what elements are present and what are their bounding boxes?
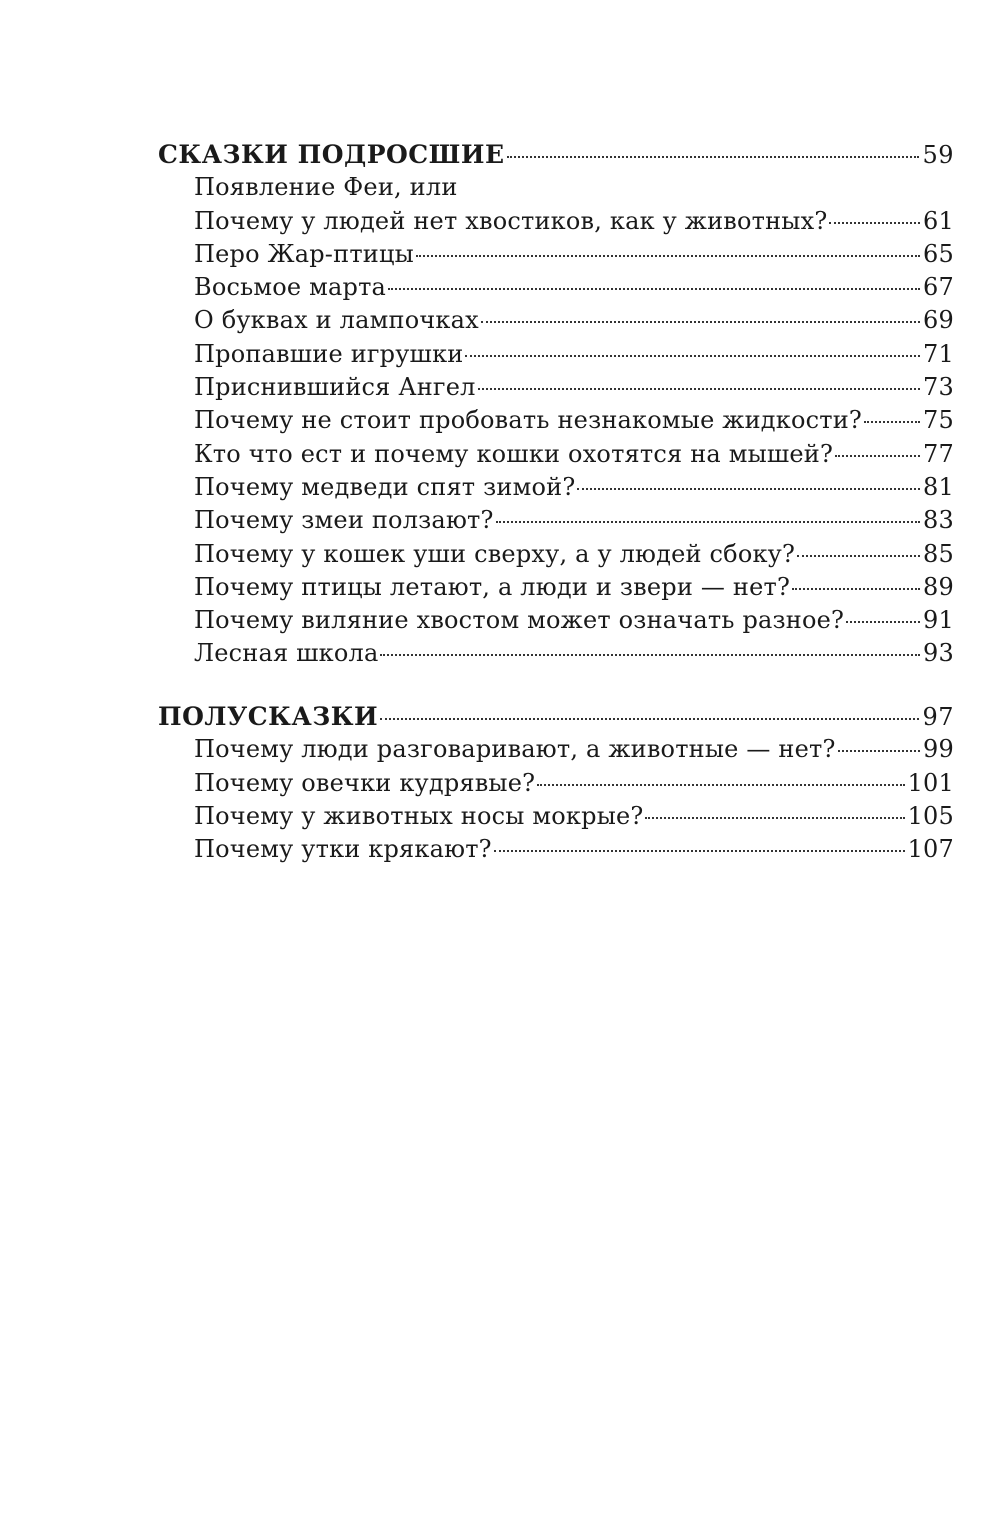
toc-entry-title: Восьмое марта <box>194 273 387 302</box>
toc-entry-title: Почему птицы летают, а люди и звери — нет? <box>194 572 791 601</box>
dot-leader <box>537 784 904 786</box>
toc-entry <box>158 733 954 766</box>
toc-entry <box>158 833 954 866</box>
dot-leader <box>494 850 905 852</box>
toc-entry <box>158 304 954 337</box>
toc-entry <box>158 338 954 371</box>
toc-entry <box>158 767 954 800</box>
toc-heading-title: СКАЗКИ ПОДРОСШИЕ <box>158 140 505 169</box>
toc-entry-page: 99 <box>923 735 954 764</box>
toc-entry-page: 93 <box>923 639 954 668</box>
toc-entry-title: Перо Жар-птицы <box>194 239 414 268</box>
toc-entry-title: Почему овечки кудрявые? <box>194 768 536 797</box>
dot-leader <box>835 455 920 457</box>
dot-leader <box>792 588 920 590</box>
toc-entry-continued-line <box>158 171 954 204</box>
toc-section-skazki-podrosshie <box>158 138 954 671</box>
dot-leader <box>481 321 920 323</box>
toc-entry-page: 107 <box>907 835 954 864</box>
toc-entry-title: Почему у кошек уши сверху, а у людей сбоку? <box>194 539 796 568</box>
dot-leader <box>388 288 920 290</box>
toc-entry-title: Почему медведи спят зимой? <box>194 472 576 501</box>
toc-entry-title: Пропавшие игрушки <box>194 339 464 368</box>
toc-entry-title: Лесная школа <box>194 639 379 668</box>
toc-entry <box>158 637 954 670</box>
dot-leader <box>838 750 920 752</box>
toc-entry <box>158 371 954 404</box>
dot-leader <box>864 421 920 423</box>
dot-leader <box>465 355 920 357</box>
toc-entry-page: 77 <box>923 439 954 468</box>
toc-entry <box>158 238 954 271</box>
dot-leader <box>797 555 920 557</box>
toc-entry <box>158 604 954 637</box>
toc-entry-page: 101 <box>907 768 954 797</box>
toc-entry-page: 89 <box>923 572 954 601</box>
dot-leader <box>829 222 920 224</box>
toc-entry-title: Почему змеи ползают? <box>194 506 494 535</box>
dot-leader <box>507 156 920 158</box>
toc-heading-title: ПОЛУСКАЗКИ <box>158 702 379 731</box>
toc-entry-title: Появление Феи, или <box>194 173 458 202</box>
dot-leader <box>478 388 921 390</box>
toc-entry <box>158 538 954 571</box>
toc-entry <box>158 404 954 437</box>
toc-heading-page: 97 <box>922 703 954 731</box>
toc-entry <box>158 205 954 238</box>
toc-entry <box>158 571 954 604</box>
toc-entry-page: 71 <box>923 339 954 368</box>
toc-entry-title: Почему не стоит пробовать незнакомые жидкости? <box>194 406 862 435</box>
toc-entry-page: 69 <box>923 306 954 335</box>
dot-leader <box>645 817 904 819</box>
toc-entry-page: 75 <box>923 406 954 435</box>
toc-heading-row <box>158 700 954 733</box>
toc-entry-page: 91 <box>923 606 954 635</box>
toc-entry-title: Почему у людей нет хвостиков, как у животных? <box>194 206 828 235</box>
dot-leader <box>496 521 920 523</box>
toc-entry <box>158 438 954 471</box>
toc-entry-page: 67 <box>923 273 954 302</box>
dot-leader <box>577 488 920 490</box>
toc-heading-row <box>158 138 954 171</box>
toc-entry-title: Почему виляние хвостом может означать разное? <box>194 606 845 635</box>
dot-leader <box>380 718 919 720</box>
toc-entry <box>158 504 954 537</box>
dot-leader <box>846 621 920 623</box>
toc-entry-page: 61 <box>923 206 954 235</box>
toc-entry <box>158 271 954 304</box>
toc-heading-page: 59 <box>922 141 954 169</box>
toc-entry-page: 85 <box>923 539 954 568</box>
toc-entry-title: Приснившийся Ангел <box>194 373 476 402</box>
toc-section-poluskazki <box>158 700 954 866</box>
toc-entry-title: Почему люди разговаривают, а животные — нет? <box>194 735 836 764</box>
toc-entry-title: Кто что ест и почему кошки охотятся на мышей? <box>194 439 834 468</box>
dot-leader <box>416 255 920 257</box>
toc-entry-page: 83 <box>923 506 954 535</box>
toc-entry <box>158 471 954 504</box>
toc-entry-page: 105 <box>907 801 954 830</box>
toc-entry-title: Почему утки крякают? <box>194 835 492 864</box>
toc-entry-page: 81 <box>923 472 954 501</box>
toc-entry <box>158 800 954 833</box>
toc-entry-page: 65 <box>923 239 954 268</box>
toc-entry-page: 73 <box>923 373 954 402</box>
dot-leader <box>380 654 920 656</box>
toc-entry-title: Почему у животных носы мокрые? <box>194 801 644 830</box>
toc-entry-title: О буквах и лампочках <box>194 306 479 335</box>
